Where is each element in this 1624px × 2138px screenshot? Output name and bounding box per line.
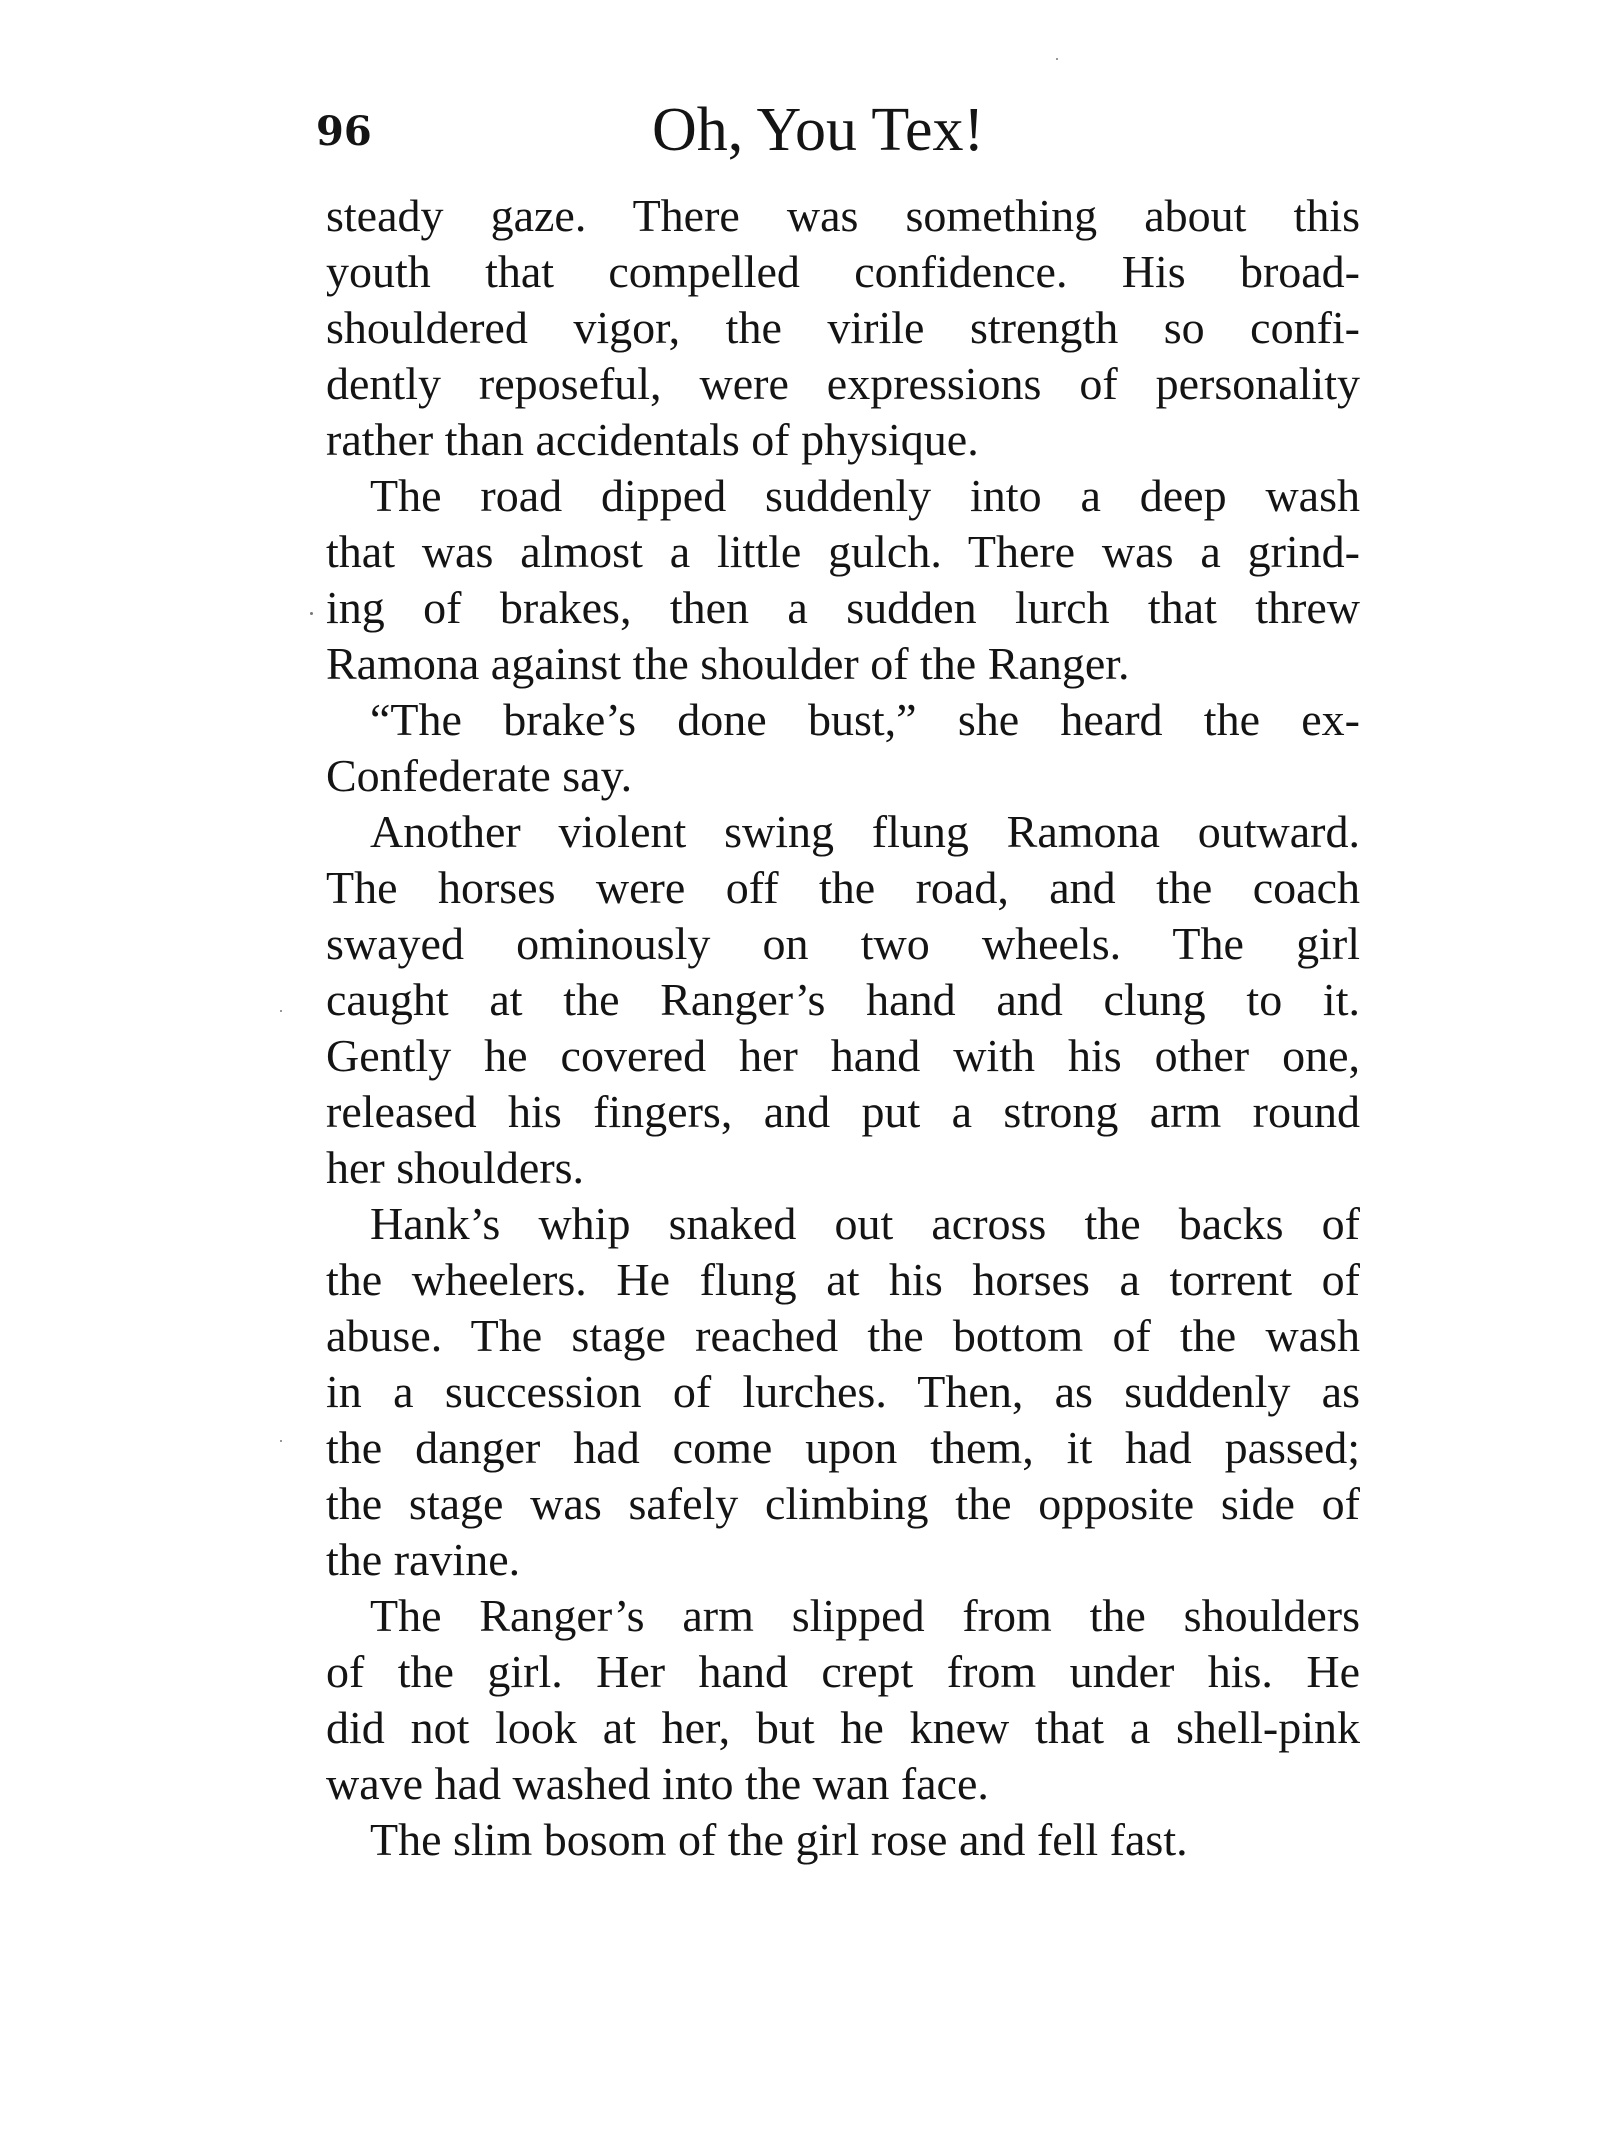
- paragraph: [326, 804, 1360, 1196]
- paragraph: [326, 188, 1360, 468]
- paragraph: [326, 1196, 1360, 1588]
- text-line: rather than accidentals of physique.: [326, 414, 979, 465]
- paragraph: [326, 1812, 1360, 1868]
- text-line: The horses were off the road, and the coach: [326, 862, 1360, 913]
- text-line: that was almost a little gulch. There was a grind-: [326, 526, 1360, 577]
- body-text: [326, 188, 1360, 1868]
- text-line: steady gaze. There was something about this: [326, 190, 1360, 241]
- text-line: abuse. The stage reached the bottom of the wash: [326, 1310, 1360, 1361]
- text-line: “The brake’s done bust,” she heard the ex-: [370, 694, 1360, 745]
- text-line: wave had washed into the wan face.: [326, 1758, 989, 1809]
- text-line: in a succession of lurches. Then, as suddenly as: [326, 1366, 1360, 1417]
- text-line: her shoulders.: [326, 1142, 585, 1193]
- paragraph: [326, 692, 1360, 804]
- scan-speck: [310, 612, 313, 615]
- text-line: released his fingers, and put a strong arm round: [326, 1086, 1360, 1137]
- text-line: The road dipped suddenly into a deep wash: [370, 470, 1360, 521]
- scan-speck: [1056, 58, 1058, 60]
- text-line: dently reposeful, were expressions of personality: [326, 358, 1360, 409]
- text-line: ing of brakes, then a sudden lurch that threw: [326, 582, 1360, 633]
- text-line: The slim bosom of the girl rose and fell fast.: [370, 1814, 1188, 1865]
- scan-speck: [280, 1010, 282, 1012]
- page-number: 96: [316, 108, 372, 155]
- text-line: the wheelers. He flung at his horses a torrent of: [326, 1254, 1360, 1305]
- paragraph: [326, 1588, 1360, 1812]
- text-line: Gently he covered her hand with his other one,: [326, 1030, 1360, 1081]
- text-line: The Ranger’s arm slipped from the shoulders: [370, 1590, 1360, 1641]
- text-line: shouldered vigor, the virile strength so confi-: [326, 302, 1360, 353]
- scan-speck: [280, 1440, 282, 1442]
- text-line: the stage was safely climbing the opposite side of: [326, 1478, 1360, 1529]
- text-line: swayed ominously on two wheels. The girl: [326, 918, 1360, 969]
- text-line: Hank’s whip snaked out across the backs of: [370, 1198, 1360, 1249]
- text-line: the danger had come upon them, it had passed;: [326, 1422, 1360, 1473]
- text-line: the ravine.: [326, 1534, 521, 1585]
- text-line: Ramona against the shoulder of the Ranger.: [326, 638, 1130, 689]
- text-line: youth that compelled confidence. His broad-: [326, 246, 1360, 297]
- text-line: Confederate say.: [326, 750, 633, 801]
- text-line: of the girl. Her hand crept from under his. He: [326, 1646, 1360, 1697]
- paragraph: [326, 468, 1360, 692]
- text-line: caught at the Ranger’s hand and clung to it.: [326, 974, 1360, 1025]
- book-title: Oh, You Tex!: [652, 96, 985, 164]
- text-line: Another violent swing flung Ramona outward.: [370, 806, 1360, 857]
- text-line: did not look at her, but he knew that a shell-pink: [326, 1702, 1360, 1753]
- running-head: [316, 88, 1360, 178]
